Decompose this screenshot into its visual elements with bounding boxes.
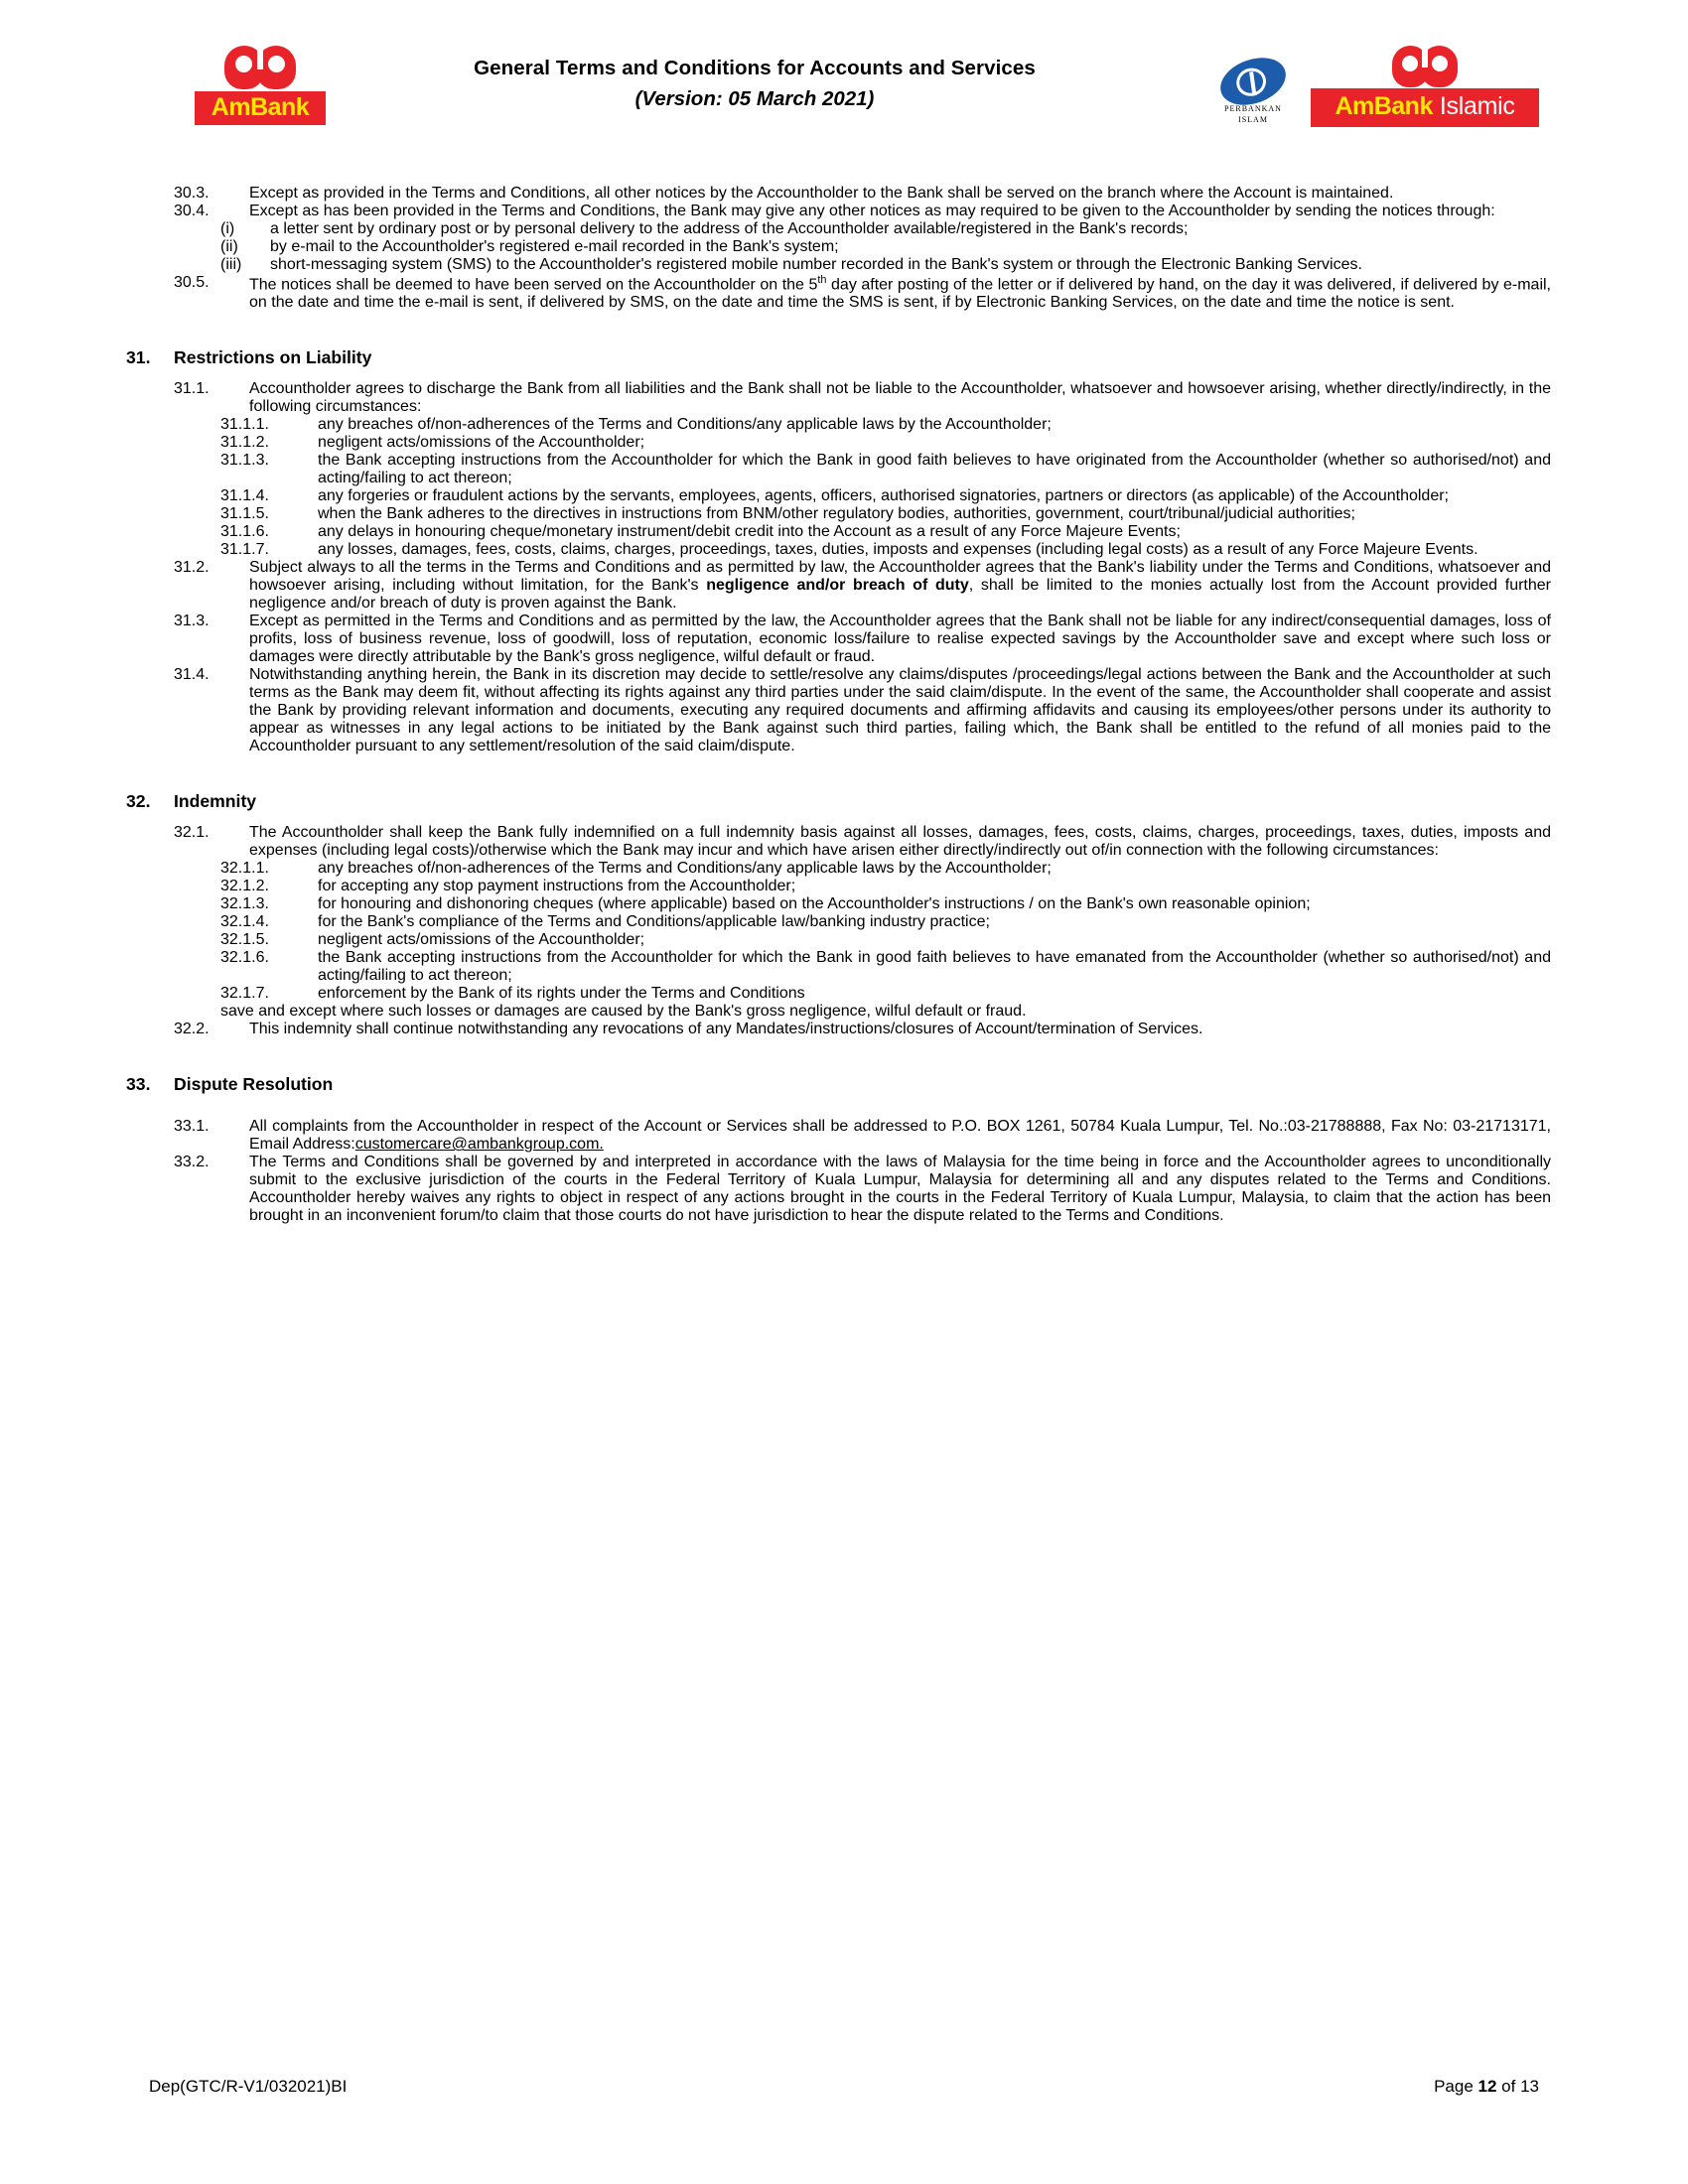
clause-32-1-1 — [0, 860, 1688, 878]
clause-32-1-7-number: 32.1.7. — [220, 985, 269, 1003]
page-header — [0, 46, 1688, 141]
clause-32-1-1-number: 32.1.1. — [220, 860, 269, 878]
clause-32-1-7 — [0, 985, 1688, 1003]
clause-32-2-text: This indemnity shall continue notwithstanding any revocations of any Mandates/instructions/closures of Account/termination of Services. — [249, 1021, 1203, 1038]
clause-31-1-1-text: any breaches of/non-adherences of the Terms and Conditions/any applicable laws by the Accountholder; — [318, 416, 1052, 434]
clause-30-4-iii — [0, 256, 1688, 274]
clause-31-1-number: 31.1. — [174, 380, 210, 398]
clause-31-1-7-text: any losses, damages, fees, costs, claims, charges, proceedings, taxes, duties, imposts and expenses (including legal costs) as a result of any Force Majeure Events. — [318, 541, 1478, 559]
clause-30-4-iii-number: (iii) — [220, 256, 242, 273]
clause-30-4-ii-number: (ii) — [220, 238, 238, 255]
page-number — [1434, 2077, 1539, 2097]
clause-31-3-text: Except as permitted in the Terms and Conditions and as permitted by the law, the Accountholder agrees that the Bank shall not be liable for any indirect/consequential damages, loss of profits, loss of business revenue, loss of goodwill, loss of reputation, economic loss/failure to realise expected savings by the Accountholder save and except where such loss or damages were directly attributable by the Bank's gross negligence, wilful default or fraud. — [249, 613, 1551, 666]
clause-31-4-number: 31.4. — [174, 666, 210, 684]
section-32-number: 32. — [126, 791, 151, 812]
clause-32-1-6-number: 32.1.6. — [220, 949, 269, 967]
clause-30-3-text: Except as provided in the Terms and Conditions, all other notices by the Accountholder to the Bank shall be served on the branch where the Account is maintained. — [249, 185, 1394, 202]
clause-32-1-3-text: for honouring and dishonoring cheques (where applicable) based on the Accountholder's instructions / on the Bank's own reasonable opinion; — [318, 895, 1311, 913]
section-31-title: Restrictions on Liability — [174, 347, 372, 368]
ambank-islamic-wordmark-am: AmBank — [1335, 92, 1433, 120]
clause-30-4-i-text: a letter sent by ordinary post or by personal delivery to the address of the Accountholder available/registered in the Bank's records; — [270, 220, 1189, 237]
clause-32-1-3 — [0, 895, 1688, 913]
page-footer — [0, 2077, 1688, 2097]
page-number-total: 13 — [1520, 2077, 1539, 2096]
clause-30-3 — [0, 185, 1688, 203]
clause-31-1-4-text: any forgeries or fraudulent actions by the servants, employees, agents, officers, authorised signatories, partners or directors (as applicable) of the Accountholder; — [318, 487, 1449, 505]
clause-32-1-7-text: enforcement by the Bank of its rights under the Terms and Conditions — [318, 985, 805, 1003]
clause-32-1-2 — [0, 878, 1688, 895]
page-number-current: 12 — [1477, 2077, 1497, 2096]
clause-31-1-4 — [0, 487, 1688, 505]
ambank-islamic-wordmark-islamic: Islamic — [1439, 92, 1515, 120]
clause-31-1-3-number: 31.1.3. — [220, 452, 269, 470]
perbankan-islam-label-line1: PERBANKAN — [1224, 104, 1282, 113]
clause-32-1-3-number: 32.1.3. — [220, 895, 269, 913]
ambank-wordmark-text: AmBank — [211, 93, 310, 121]
section-heading-33 — [0, 1074, 1688, 1095]
clause-30-4-ii-text: by e-mail to the Accountholder's registered e-mail recorded in the Bank's system; — [270, 238, 839, 255]
clause-30-5-number: 30.5. — [174, 274, 210, 291]
clause-32-2-number: 32.2. — [174, 1021, 210, 1038]
clause-31-1-6 — [0, 523, 1688, 541]
ambank-logo — [195, 46, 326, 125]
clause-31-1-5-number: 31.1.5. — [220, 505, 269, 523]
page-number-prefix: Page — [1434, 2077, 1478, 2096]
clause-31-1-1-number: 31.1.1. — [220, 416, 269, 434]
clause-30-5-text-post: day after posting of the letter or if delivered by hand, on the day it was delivered, if delivered by e-mail, on the date and time the e-mail is sent, if delivered by SMS, on the date and time the SMS is sent, if by Electronic Banking Services, on the date and time the notice is sent. — [249, 276, 1551, 312]
clause-32-1-text: The Accountholder shall keep the Bank fully indemnified on a full indemnity basis against all losses, damages, fees, costs, claims, charges, proceedings, taxes, duties, imposts and expenses (including legal costs)/otherwise which the Bank may incur and which have arisen either directly/indirectly out of/in connection with the following circumstances: — [249, 824, 1551, 860]
clause-30-5-text-pre: The notices shall be deemed to have been served on the Accountholder on the 5 — [249, 276, 818, 294]
page-title-version: (Version: 05 March 2021) — [634, 86, 875, 110]
clause-30-4-text: Except as has been provided in the Terms and Conditions, the Bank may give any other notices as may required to be given to the Accountholder by sending the notices through: — [249, 203, 1495, 219]
perbankan-islam-logo — [1207, 60, 1299, 125]
clause-31-1-6-text: any delays in honouring cheque/monetary instrument/debit credit into the Account as a result of any Force Majeure Events; — [318, 523, 1181, 541]
section-31-number: 31. — [126, 347, 151, 368]
clause-30-4-number: 30.4. — [174, 203, 210, 219]
clause-31-1-2-text: negligent acts/omissions of the Accountholder; — [318, 434, 645, 452]
clause-32-1-5-text: negligent acts/omissions of the Accountholder; — [318, 931, 645, 949]
clause-32-1-1-text: any breaches of/non-adherences of the Terms and Conditions/any applicable laws by the Accountholder; — [318, 860, 1052, 878]
clause-30-4-iii-text: short-messaging system (SMS) to the Accountholder's registered mobile number recorded in the Bank's system or through the Electronic Banking Services. — [270, 256, 1362, 273]
section-33-number: 33. — [126, 1074, 151, 1095]
clause-31-2-text — [249, 559, 1551, 613]
clause-32-1-2-text: for accepting any stop payment instructions from the Accountholder; — [318, 878, 796, 895]
clause-31-2-number: 31.2. — [174, 559, 210, 577]
clause-32-1-6-text: the Bank accepting instructions from the Accountholder for which the Bank in good faith believes to have emanated from the Accountholder (whether so authorised/not) and acting/failing to act thereon; — [318, 949, 1551, 985]
clause-33-1-number: 33.1. — [174, 1118, 210, 1136]
clause-30-5-text — [249, 274, 1551, 312]
clause-31-2 — [0, 559, 1688, 613]
page-title-line1: General Terms and Conditions for Accounts and Services — [474, 57, 1036, 79]
clause-32-1-tail — [0, 1003, 1688, 1021]
document-body — [0, 185, 1688, 1225]
ambank-wordmark-box — [195, 91, 326, 125]
clause-30-5-ordinal-suffix: th — [817, 274, 827, 286]
clause-33-1 — [0, 1118, 1688, 1154]
clause-32-1-4 — [0, 913, 1688, 931]
clause-32-1-4-text: for the Bank's compliance of the Terms and Conditions/applicable law/banking industry practice; — [318, 913, 990, 931]
clause-31-1-7 — [0, 541, 1688, 559]
clause-32-1-2-number: 32.1.2. — [220, 878, 269, 895]
perbankan-islam-label-line2: ISLAM — [1238, 115, 1268, 124]
clause-31-1-2-number: 31.1.2. — [220, 434, 269, 452]
clause-32-2 — [0, 1021, 1688, 1038]
page-number-mid: of — [1496, 2077, 1521, 2096]
clause-30-5 — [0, 274, 1688, 312]
clause-31-1-3-text: the Bank accepting instructions from the Accountholder for which the Bank in good faith believes to have originated from the Accountholder (whether so authorised/not) and acting/failing to act thereon; — [318, 452, 1551, 487]
clause-31-1-3 — [0, 452, 1688, 487]
clause-32-1-5 — [0, 931, 1688, 949]
clause-32-1-number: 32.1. — [174, 824, 210, 842]
ambank-islamic-logo — [1311, 46, 1539, 127]
clause-30-4-i — [0, 220, 1688, 238]
clause-32-1-6 — [0, 949, 1688, 985]
clause-31-1 — [0, 380, 1688, 416]
clause-31-2-text-post: , shall be limited to the monies actually lost from the Account provided further negligence and/or breach of duty is proven against the Bank. — [249, 577, 1551, 613]
clause-32-1-5-number: 32.1.5. — [220, 931, 269, 949]
clause-33-2 — [0, 1154, 1688, 1225]
clause-33-2-text: The Terms and Conditions shall be governed by and interpreted in accordance with the laws of Malaysia for the time being in force and the Accountholder agrees to unconditionally submit to the exclusive jurisdiction of the courts in the Federal Territory of Kuala Lumpur, Malaysia for determining all and any disputes related to the Terms and Conditions. Accountholder hereby waives any rights to object in respect of any actions brought in the courts in the Federal Territory of Kuala Lumpur, Malaysia, to claim that the action has been brought in an inconvenient forum/to claim that those courts do not have jurisdiction to hear the dispute related to the Terms and Conditions. — [249, 1154, 1551, 1225]
clause-31-1-6-number: 31.1.6. — [220, 523, 269, 541]
clause-33-2-number: 33.2. — [174, 1154, 210, 1171]
clause-31-1-4-number: 31.1.4. — [220, 487, 269, 505]
clause-31-1-7-number: 31.1.7. — [220, 541, 269, 559]
clause-31-2-text-bold: negligence and/or breach of duty — [706, 577, 969, 595]
clause-31-1-2 — [0, 434, 1688, 452]
ambank-symbol-icon — [224, 46, 296, 89]
clause-31-1-5 — [0, 505, 1688, 523]
clause-31-3 — [0, 613, 1688, 666]
section-33-title: Dispute Resolution — [174, 1074, 334, 1095]
clause-31-2-text-pre: Subject always to all the terms in the Terms and Conditions and as permitted by law, the Accountholder agrees that the Bank's liability under the Terms and Conditions, whatsoever and howsoever arising, including without limitation, for the Bank's — [249, 559, 1551, 595]
ambank-islamic-symbol-icon — [1392, 46, 1458, 87]
clause-31-3-number: 31.3. — [174, 613, 210, 630]
clause-30-4-i-number: (i) — [220, 220, 235, 237]
clause-33-1-text — [249, 1118, 1551, 1154]
section-heading-31 — [0, 347, 1688, 368]
page-title — [328, 56, 1182, 112]
clause-30-4 — [0, 203, 1688, 220]
section-32-title: Indemnity — [174, 791, 257, 812]
customer-care-email-link[interactable]: customercare@ambankgroup.com. — [354, 1136, 604, 1154]
clause-30-4-ii — [0, 238, 1688, 256]
clause-30-3-number: 30.3. — [174, 185, 210, 202]
clause-31-4-text: Notwithstanding anything herein, the Bank in its discretion may decide to settle/resolve any claims/disputes /proceedings/legal actions between the Bank and the Accountholder at such terms as the Bank may deem fit, without affecting its rights against any third parties under the said claim/dispute. In the event of the same, the Accountholder shall cooperate and assist the Bank by providing relevant information and documents, executing any required documents and affirming affidavits and causing its employees/other persons under its authority to appear as witnesses in any legal actions to be initiated by the Bank against such third parties, failing which, the Bank shall be entitled to the refund of all monies paid to the Accountholder pursuant to any settlement/resolution of the said claim/dispute. — [249, 666, 1551, 755]
clause-32-1-4-number: 32.1.4. — [220, 913, 269, 931]
clause-31-1-text: Accountholder agrees to discharge the Bank from all liabilities and the Bank shall not be liable to the Accountholder, whatsoever and howsoever arising, whether directly/indirectly, in the following circumstances: — [249, 380, 1551, 416]
clause-32-1-tail-text: save and except where such losses or damages are caused by the Bank's gross negligence, wilful default or fraud. — [220, 1003, 1027, 1021]
clause-31-4 — [0, 666, 1688, 755]
section-heading-32 — [0, 791, 1688, 812]
document-reference: Dep(GTC/R-V1/032021)BI — [149, 2077, 348, 2096]
clause-32-1 — [0, 824, 1688, 860]
clause-33-1-text-pre: All complaints from the Accountholder in respect of the Account or Services shall be addressed to P.O. BOX 1261, 50784 Kuala Lumpur, Tel. No.:03-21788888, Fax No: 03-21713171, Email Address: — [249, 1118, 1551, 1154]
clause-31-1-1 — [0, 416, 1688, 434]
clause-31-1-5-text: when the Bank adheres to the directives in instructions from BNM/other regulatory bodies, authorities, government, court/tribunal/judicial authorities; — [318, 505, 1355, 523]
ambank-islamic-wordmark-box — [1311, 88, 1539, 127]
